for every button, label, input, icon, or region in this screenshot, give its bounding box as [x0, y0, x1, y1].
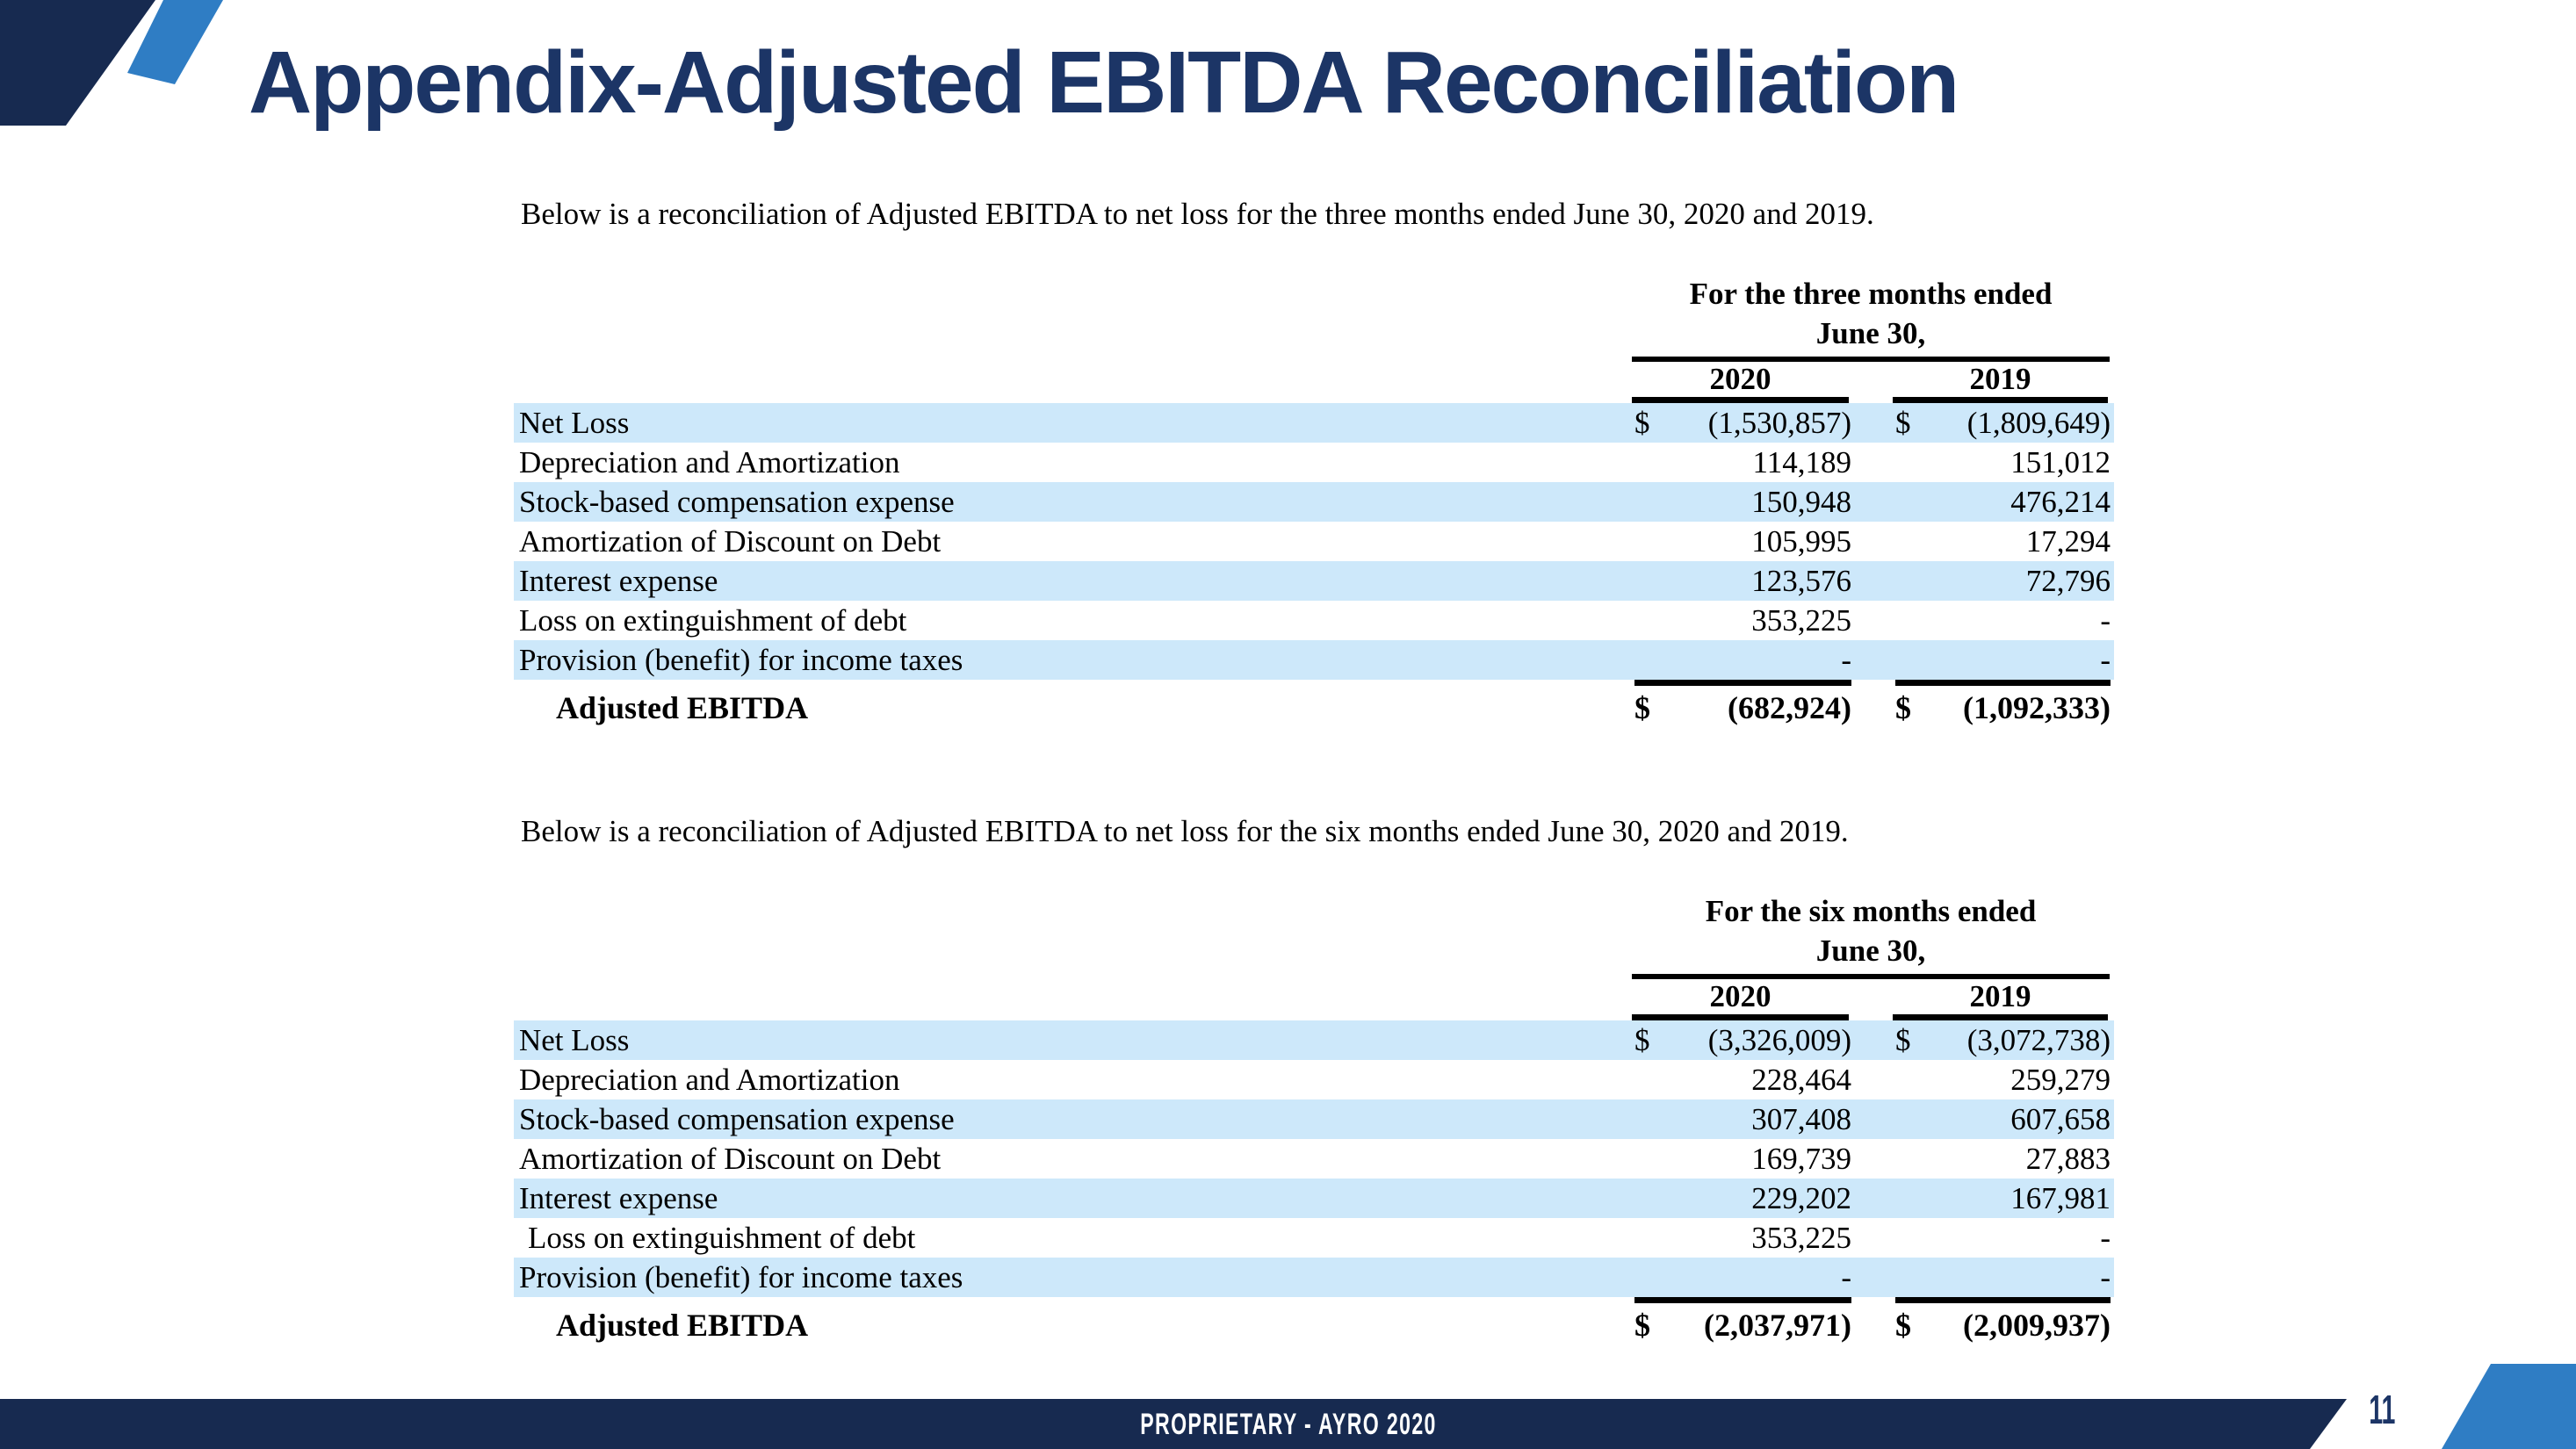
cell-2020 — [1634, 643, 1851, 678]
cell-2020 — [1634, 689, 1851, 726]
value-2020: 229,202 — [1751, 1180, 1851, 1215]
cell-2020 — [1634, 1260, 1851, 1295]
total-rule — [514, 1297, 2114, 1303]
row-label: Depreciation and Amortization — [519, 444, 900, 479]
corner-decoration-bottom-right — [2242, 1361, 2576, 1449]
table-row — [514, 403, 2114, 443]
table-row — [514, 1060, 2114, 1099]
row-label: Net Loss — [519, 1022, 630, 1057]
total-row-slot — [514, 686, 2114, 730]
cell-2020 — [1634, 406, 1851, 441]
period-header-line1: For the three months ended — [1689, 277, 2053, 311]
dollar-sign: $ — [1895, 1022, 1911, 1057]
dollar-sign: $ — [1634, 1308, 1650, 1343]
period-header-line1: For the six months ended — [1705, 894, 2037, 928]
row-label: Adjusted EBITDA — [556, 690, 809, 725]
cell-2019 — [1895, 643, 2111, 678]
row-label: Loss on extinguishment of debt — [528, 1220, 916, 1255]
table-row — [514, 482, 2114, 522]
value-2019: 607,658 — [2010, 1101, 2111, 1136]
cell-2019 — [1895, 689, 2111, 726]
slide-title: Appendix-Adjusted EBITDA Reconciliation — [249, 33, 1959, 132]
row-label: Interest expense — [519, 563, 718, 598]
cell-2019 — [1895, 1102, 2111, 1137]
table-row — [514, 443, 2114, 482]
cell-2019 — [1895, 1260, 2111, 1295]
table-row — [514, 1258, 2114, 1297]
cell-2019 — [1895, 1142, 2111, 1177]
cell-2019 — [1895, 524, 2111, 559]
dollar-sign: $ — [1634, 690, 1650, 725]
cell-2019 — [1895, 564, 2111, 599]
table-rows — [514, 1020, 2114, 1297]
column-gap — [1849, 362, 1893, 403]
year-header-row — [1632, 979, 2110, 1020]
reconciliation-table-three-months — [514, 195, 2114, 730]
cell-2020 — [1634, 1023, 1851, 1058]
value-2019: 476,214 — [2010, 484, 2111, 519]
row-label: Net Loss — [519, 405, 630, 440]
row-label: Provision (benefit) for income taxes — [519, 642, 963, 677]
value-2020: 150,948 — [1751, 484, 1851, 519]
cell-2019 — [1895, 485, 2111, 520]
total-row-slot — [514, 1303, 2114, 1347]
column-header-2019: 2019 — [1893, 362, 2108, 403]
value-2019: (2,009,937) — [1963, 1308, 2111, 1343]
row-label: Stock-based compensation expense — [519, 484, 955, 519]
period-header-line2: June 30, — [1815, 934, 1926, 968]
value-2019: 151,012 — [2010, 444, 2111, 479]
cell-2020 — [1634, 1063, 1851, 1098]
value-2020: - — [1841, 1259, 1851, 1294]
table-total-row — [514, 686, 2114, 730]
value-2020: 105,995 — [1751, 523, 1851, 559]
table-row — [514, 1020, 2114, 1060]
table-row — [514, 1179, 2114, 1218]
cell-2020 — [1634, 445, 1851, 480]
period-header-line2: June 30, — [1815, 316, 1926, 350]
cell-2020 — [1634, 1102, 1851, 1137]
row-label: Loss on extinguishment of debt — [519, 602, 907, 638]
period-header-six-months — [1632, 891, 2110, 1020]
row-label: Adjusted EBITDA — [556, 1308, 809, 1343]
row-label: Amortization of Discount on Debt — [519, 1141, 942, 1176]
cell-2019 — [1895, 1307, 2111, 1344]
column-header-2020: 2020 — [1632, 362, 1849, 403]
intro-paragraph-three-months: Below is a reconciliation of Adjusted EBITDA to net loss for the three months ended June 30, 2020 and 2019. — [521, 197, 1874, 231]
cell-2020 — [1634, 524, 1851, 559]
table-total-row — [514, 1303, 2114, 1347]
cell-2019 — [1895, 1023, 2111, 1058]
cell-2020 — [1634, 485, 1851, 520]
value-2019: 167,981 — [2010, 1180, 2111, 1215]
value-2019: (1,092,333) — [1963, 690, 2111, 725]
dollar-sign: $ — [1895, 1308, 1911, 1343]
row-label: Provision (benefit) for income taxes — [519, 1259, 963, 1294]
cell-2019 — [1895, 1181, 2111, 1216]
reconciliation-table-six-months — [514, 812, 2114, 1347]
value-2020: - — [1841, 642, 1851, 677]
value-2019: 72,796 — [2025, 563, 2111, 598]
footer-text: PROPRIETARY - AYRO 2020 — [1139, 1408, 1437, 1441]
page-number: 11 — [2369, 1387, 2396, 1432]
value-2019: - — [2100, 1220, 2111, 1255]
total-rule — [514, 680, 2114, 686]
table-row — [514, 1218, 2114, 1258]
dollar-sign: $ — [1634, 1022, 1650, 1057]
value-2019: 259,279 — [2010, 1062, 2111, 1097]
value-2019: 27,883 — [2025, 1141, 2111, 1176]
value-2020: 169,739 — [1751, 1141, 1851, 1176]
cell-2019 — [1895, 603, 2111, 638]
value-2020: (682,924) — [1728, 690, 1851, 725]
cell-2020 — [1634, 1142, 1851, 1177]
cell-2019 — [1895, 1221, 2111, 1256]
column-gap — [1849, 979, 1893, 1020]
value-2020: (2,037,971) — [1704, 1308, 1851, 1343]
value-2019: - — [2100, 602, 2111, 638]
value-2020: 123,576 — [1751, 563, 1851, 598]
cell-2020 — [1634, 1221, 1851, 1256]
row-label: Stock-based compensation expense — [519, 1101, 955, 1136]
value-2020: 114,189 — [1752, 444, 1851, 479]
dollar-sign: $ — [1634, 405, 1650, 440]
table-row — [514, 640, 2114, 680]
value-2019: (1,809,649) — [1966, 405, 2111, 440]
row-label: Interest expense — [519, 1180, 718, 1215]
dollar-sign: $ — [1895, 690, 1911, 725]
value-2019: - — [2100, 1259, 2111, 1294]
cell-2019 — [1895, 406, 2111, 441]
cell-2019 — [1895, 1063, 2111, 1098]
dollar-sign: $ — [1895, 405, 1911, 440]
intro-paragraph-six-months: Below is a reconciliation of Adjusted EBITDA to net loss for the six months ended June 30, 2020 and 2019. — [521, 814, 1849, 848]
column-header-2020: 2020 — [1632, 979, 1849, 1020]
column-header-2019: 2019 — [1893, 979, 2108, 1020]
table-row — [514, 1099, 2114, 1139]
value-2020: (1,530,857) — [1707, 405, 1851, 440]
table-rows — [514, 403, 2114, 680]
table-row — [514, 561, 2114, 601]
year-header-row — [1632, 362, 2110, 403]
value-2019: 17,294 — [2025, 523, 2111, 559]
value-2020: 353,225 — [1751, 602, 1851, 638]
cell-2020 — [1634, 564, 1851, 599]
value-2020: (3,326,009) — [1707, 1022, 1851, 1057]
value-2020: 353,225 — [1751, 1220, 1851, 1255]
value-2020: 228,464 — [1751, 1062, 1851, 1097]
period-header-three-months — [1632, 274, 2110, 403]
table-row — [514, 522, 2114, 561]
value-2020: 307,408 — [1751, 1101, 1851, 1136]
row-label: Depreciation and Amortization — [519, 1062, 900, 1097]
cell-2020 — [1634, 1181, 1851, 1216]
value-2019: (3,072,738) — [1966, 1022, 2111, 1057]
corner-decoration-top-left — [0, 0, 263, 158]
cell-2019 — [1895, 445, 2111, 480]
table-row — [514, 601, 2114, 640]
cell-2020 — [1634, 603, 1851, 638]
cell-2020 — [1634, 1307, 1851, 1344]
value-2019: - — [2100, 642, 2111, 677]
table-row — [514, 1139, 2114, 1179]
row-label: Amortization of Discount on Debt — [519, 523, 942, 559]
